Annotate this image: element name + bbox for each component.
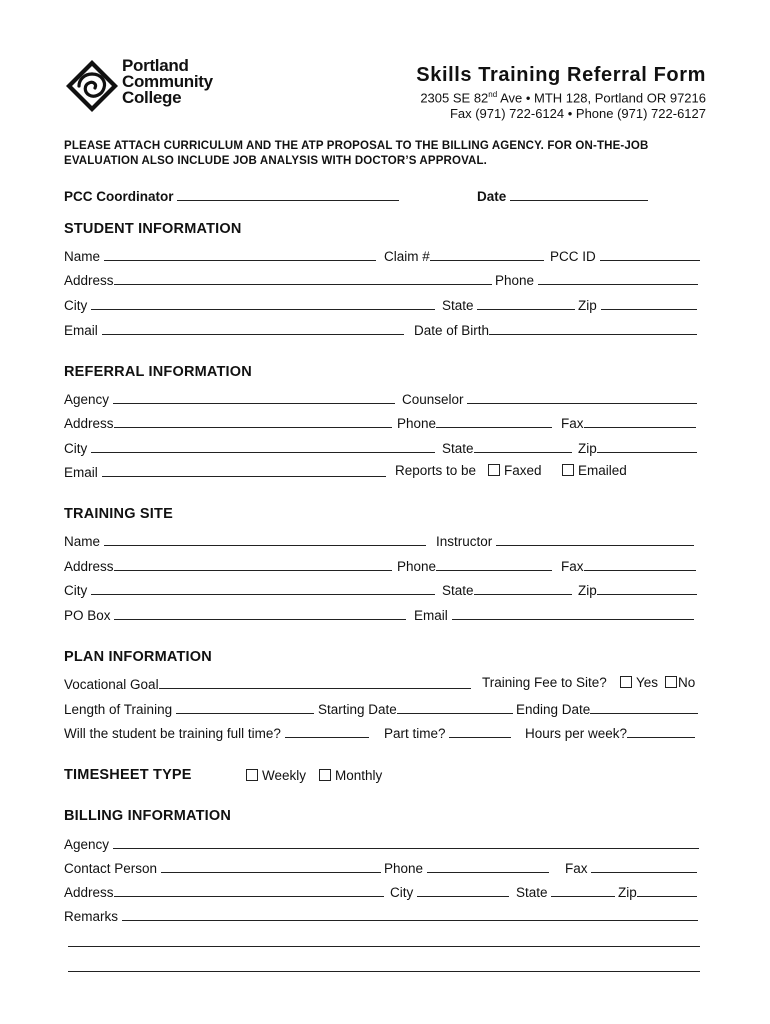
- billing-address-label: Address: [64, 885, 114, 900]
- hours-field[interactable]: [627, 724, 695, 738]
- counselor-field[interactable]: [467, 390, 697, 404]
- instructor-label: Instructor: [436, 534, 493, 549]
- plan-row-2: [64, 700, 701, 718]
- training-row-2: [64, 557, 701, 575]
- referral-fax-field[interactable]: [584, 414, 696, 428]
- referral-row-2: [64, 414, 701, 432]
- emailed-label: Emailed: [578, 463, 627, 478]
- referral-city-field[interactable]: [91, 439, 435, 453]
- referral-address-field[interactable]: [114, 414, 392, 428]
- address-street: 2305 SE 82: [420, 90, 489, 106]
- billing-city-label: City: [390, 885, 414, 900]
- student-address-label: Address: [64, 273, 114, 288]
- end-date-field[interactable]: [590, 700, 698, 714]
- dob-field[interactable]: [489, 321, 697, 335]
- hours-label: Hours per week?: [525, 726, 628, 741]
- billing-row-1: [64, 835, 701, 853]
- referral-state-label: State: [442, 441, 474, 456]
- office-contact: Fax (971) 722-6124 • Phone (971) 722-6127: [449, 106, 706, 121]
- training-row-1: [64, 532, 701, 550]
- fee-no-checkbox[interactable]: [665, 676, 677, 688]
- date-label: Date: [477, 189, 507, 204]
- training-fee-label: Training Fee to Site?: [482, 675, 607, 690]
- student-row-1: [64, 247, 701, 265]
- training-fax-label: Fax: [561, 559, 584, 574]
- billing-fax-field[interactable]: [591, 859, 697, 873]
- referral-row-4: [64, 463, 701, 481]
- fulltime-field[interactable]: [285, 724, 369, 738]
- referral-zip-label: Zip: [578, 441, 597, 456]
- claim-field[interactable]: [430, 247, 544, 261]
- referral-state-field[interactable]: [474, 439, 572, 453]
- billing-state-label: State: [516, 885, 548, 900]
- billing-row-3: [64, 883, 701, 901]
- student-state-label: State: [442, 298, 474, 313]
- student-phone-field[interactable]: [538, 271, 698, 285]
- pobox-label: PO Box: [64, 608, 111, 623]
- weekly-checkbox[interactable]: [246, 769, 258, 781]
- fulltime-label: Will the student be training full time?: [64, 726, 281, 741]
- referral-email-label: Email: [64, 465, 98, 480]
- billing-fax-label: Fax: [565, 861, 588, 876]
- student-row-2: [64, 271, 701, 289]
- referral-agency-label: Agency: [64, 392, 110, 407]
- address-rest: Ave • MTH 128, Portland OR 97216: [497, 90, 706, 106]
- referral-row-3: [64, 439, 701, 457]
- student-name-field[interactable]: [104, 247, 376, 261]
- parttime-field[interactable]: [449, 724, 511, 738]
- billing-city-field[interactable]: [417, 883, 509, 897]
- instructor-field[interactable]: [496, 532, 694, 546]
- coordinator-row: [64, 187, 701, 205]
- student-email-field[interactable]: [102, 321, 404, 335]
- emailed-checkbox[interactable]: [562, 464, 574, 476]
- start-date-field[interactable]: [397, 700, 513, 714]
- pobox-field[interactable]: [114, 606, 406, 620]
- referral-fax-label: Fax: [561, 416, 584, 431]
- logo-line-college: College: [122, 88, 182, 107]
- referral-address-label: Address: [64, 416, 114, 431]
- office-address: [420, 90, 706, 105]
- training-name-field[interactable]: [104, 532, 426, 546]
- billing-phone-label: Phone: [384, 861, 424, 876]
- faxed-checkbox[interactable]: [488, 464, 500, 476]
- remarks-label: Remarks: [64, 909, 119, 924]
- referral-row-1: [64, 390, 701, 408]
- end-date-label: Ending Date: [516, 702, 591, 717]
- training-email-label: Email: [414, 608, 448, 623]
- logo-line-community: Community: [122, 72, 213, 91]
- counselor-label: Counselor: [402, 392, 464, 407]
- training-row-3: [64, 581, 701, 599]
- student-city-field[interactable]: [91, 296, 435, 310]
- training-fax-field[interactable]: [584, 557, 696, 571]
- pcc-spiral-logo-icon: [64, 58, 120, 114]
- training-address-label: Address: [64, 559, 114, 574]
- claim-label: Claim #: [384, 249, 430, 264]
- start-date-label: Starting Date: [318, 702, 397, 717]
- referral-city-label: City: [64, 441, 88, 456]
- billing-zip-field[interactable]: [637, 883, 697, 897]
- referral-section-heading: REFERRAL INFORMATION: [64, 364, 252, 380]
- fee-no-label: No: [678, 675, 696, 690]
- training-phone-field[interactable]: [436, 557, 552, 571]
- student-row-3: [64, 296, 701, 314]
- billing-section-heading: BILLING INFORMATION: [64, 808, 232, 824]
- remarks-row: [64, 907, 701, 925]
- student-row-4: [64, 321, 701, 339]
- length-field[interactable]: [176, 700, 314, 714]
- coordinator-field[interactable]: [177, 187, 399, 201]
- billing-zip-label: Zip: [618, 885, 637, 900]
- vocational-goal-label: Vocational Goal: [64, 677, 159, 692]
- dob-label: Date of Birth: [414, 323, 490, 338]
- remarks-field-line-2[interactable]: [68, 933, 700, 947]
- contact-person-field[interactable]: [161, 859, 381, 873]
- pcc-id-label: PCC ID: [550, 249, 596, 264]
- timesheet-heading: TIMESHEET TYPE: [64, 767, 192, 783]
- fee-yes-label: Yes: [636, 675, 659, 690]
- student-address-field[interactable]: [114, 271, 492, 285]
- coordinator-label: PCC Coordinator: [64, 189, 174, 204]
- student-city-label: City: [64, 298, 88, 313]
- training-zip-label: Zip: [578, 583, 597, 598]
- referral-zip-field[interactable]: [597, 439, 697, 453]
- billing-agency-label: Agency: [64, 837, 110, 852]
- remarks-line-2: [64, 933, 701, 951]
- plan-row-1: [64, 675, 701, 693]
- address-suffix: nd: [488, 90, 498, 99]
- plan-section-heading: PLAN INFORMATION: [64, 649, 212, 665]
- student-email-label: Email: [64, 323, 98, 338]
- pcc-id-field[interactable]: [600, 247, 700, 261]
- training-phone-label: Phone: [397, 559, 437, 574]
- reports-label: Reports to be: [395, 463, 477, 478]
- training-section-heading: TRAINING SITE: [64, 506, 173, 522]
- training-city-field[interactable]: [91, 581, 435, 595]
- vocational-goal-field[interactable]: [159, 675, 471, 689]
- remarks-field-line-3[interactable]: [68, 958, 700, 972]
- student-zip-field[interactable]: [601, 296, 697, 310]
- student-zip-label: Zip: [578, 298, 597, 313]
- length-label: Length of Training: [64, 702, 173, 717]
- training-city-label: City: [64, 583, 88, 598]
- billing-phone-field[interactable]: [427, 859, 549, 873]
- training-address-field[interactable]: [114, 557, 392, 571]
- monthly-checkbox[interactable]: [319, 769, 331, 781]
- monthly-label: Monthly: [335, 768, 383, 783]
- billing-address-field[interactable]: [114, 883, 384, 897]
- parttime-label: Part time?: [384, 726, 446, 741]
- logo-line-portland: Portland: [122, 56, 189, 75]
- instructions-text: PLEASE ATTACH CURRICULUM AND THE ATP PROPOSAL TO THE BILLING AGENCY. FOR ON-THE-JOB EVALUATION ALSO INCLUDE JOB ANALYSIS WITH DOCTOR’S APPROVAL.: [64, 140, 649, 167]
- billing-agency-field[interactable]: [113, 835, 699, 849]
- faxed-label: Faxed: [504, 463, 542, 478]
- logo-wordmark: [122, 58, 213, 106]
- plan-row-3: [64, 724, 701, 742]
- training-zip-field[interactable]: [597, 581, 697, 595]
- student-state-field[interactable]: [477, 296, 575, 310]
- fee-yes-checkbox[interactable]: [620, 676, 632, 688]
- student-phone-label: Phone: [495, 273, 535, 288]
- referral-phone-label: Phone: [397, 416, 437, 431]
- student-name-label: Name: [64, 249, 101, 264]
- referral-phone-field[interactable]: [436, 414, 552, 428]
- training-row-4: [64, 606, 701, 624]
- billing-state-field[interactable]: [551, 883, 615, 897]
- date-field[interactable]: [510, 187, 648, 201]
- training-state-label: State: [442, 583, 474, 598]
- remarks-line-3: [64, 958, 701, 976]
- billing-row-2: [64, 859, 701, 877]
- weekly-label: Weekly: [262, 768, 307, 783]
- training-state-field[interactable]: [474, 581, 572, 595]
- remarks-field[interactable]: [122, 907, 698, 921]
- training-email-field[interactable]: [452, 606, 694, 620]
- referral-agency-field[interactable]: [113, 390, 395, 404]
- pcc-logo: [64, 58, 254, 118]
- referral-email-field[interactable]: [102, 463, 386, 477]
- student-section-heading: STUDENT INFORMATION: [64, 221, 242, 237]
- training-name-label: Name: [64, 534, 101, 549]
- form-title: Skills Training Referral Form: [416, 64, 706, 86]
- timesheet-options: [64, 768, 701, 786]
- contact-person-label: Contact Person: [64, 861, 158, 876]
